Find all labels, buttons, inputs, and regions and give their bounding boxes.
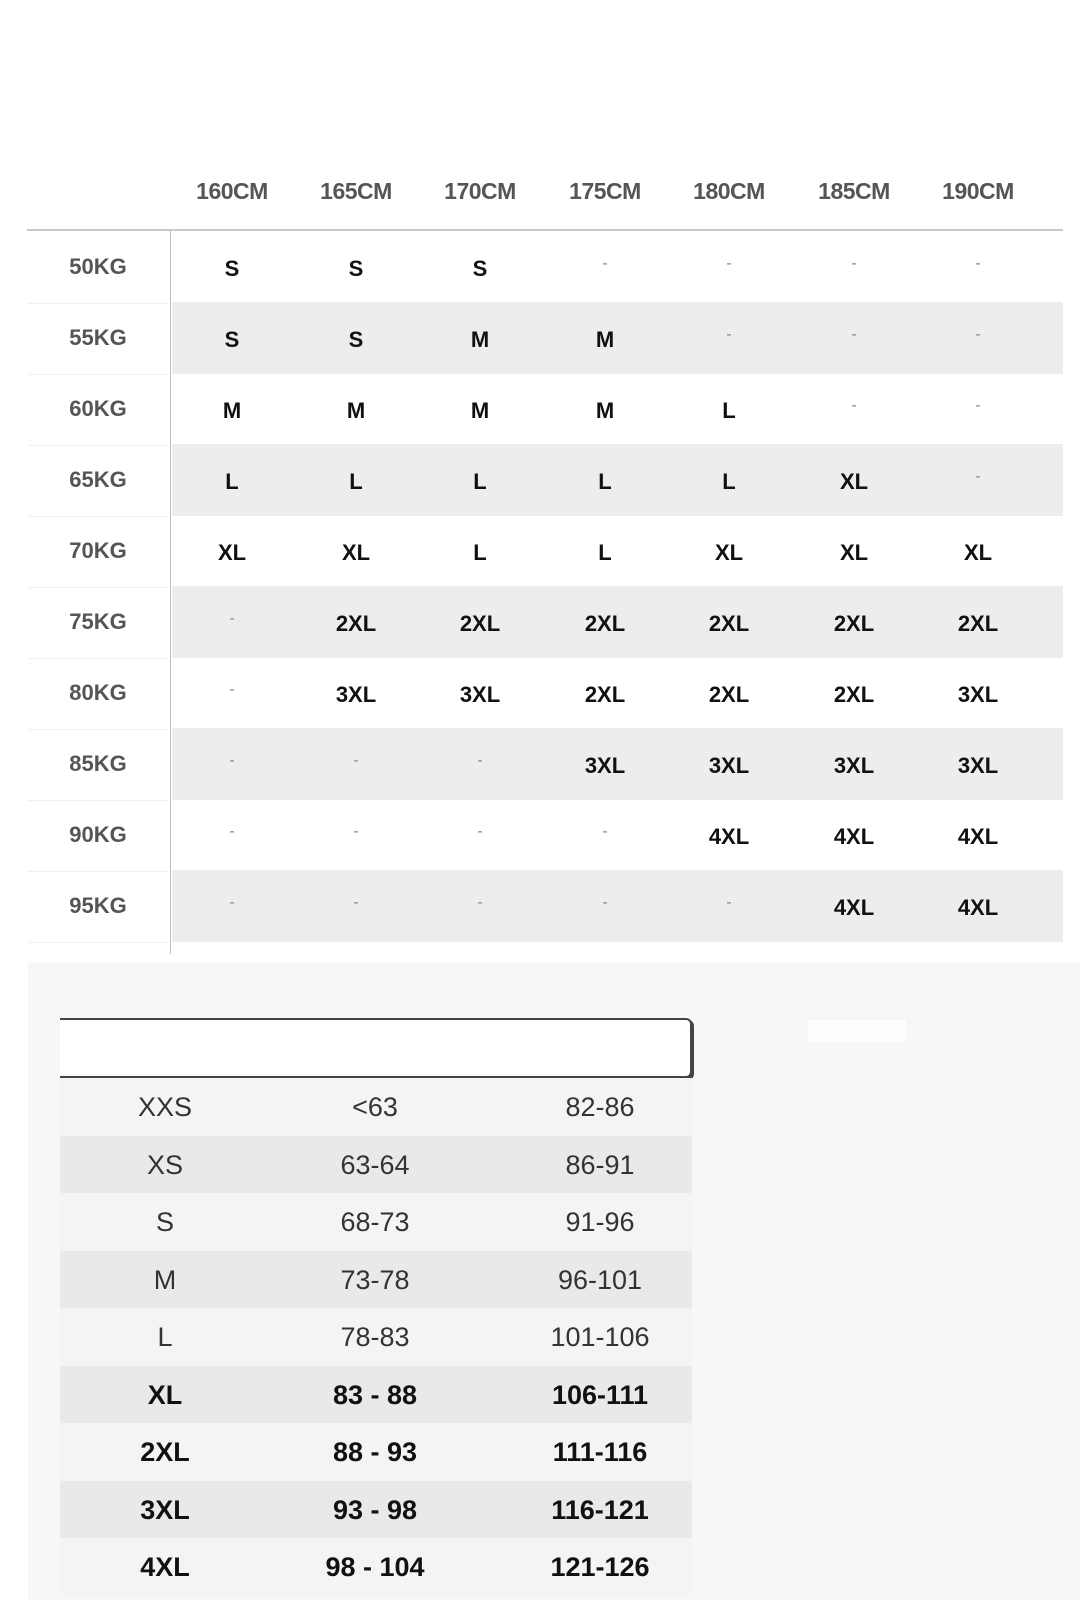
- size-cell: -: [602, 823, 608, 840]
- measurement-cell: 83 - 88: [332, 1380, 418, 1410]
- size-name-cell: XXS: [137, 1092, 193, 1122]
- size-cell: -: [851, 326, 857, 343]
- size-cell: 3XL: [584, 753, 626, 778]
- size-cell: 3XL: [957, 682, 999, 707]
- size-cell: 4XL: [833, 824, 875, 849]
- measurement-cell: 82-86: [565, 1092, 635, 1122]
- size-cell: M: [470, 327, 490, 352]
- size-cell: 2XL: [335, 611, 377, 636]
- size-cell: 3XL: [335, 682, 377, 707]
- size-cell: M: [346, 398, 366, 423]
- measurement-cell: 101-106: [550, 1322, 650, 1352]
- weight-label: 90KG: [28, 799, 168, 872]
- measurement-cell: 91-96: [565, 1207, 635, 1237]
- size-cell: 3XL: [957, 753, 999, 778]
- size-cell: -: [975, 468, 981, 485]
- size-cell: S: [472, 256, 488, 281]
- size-cell: XL: [839, 469, 869, 494]
- measurement-cell: <63: [352, 1092, 398, 1122]
- size-table-row: [60, 1538, 692, 1596]
- size-cell: -: [602, 894, 608, 911]
- size-cell: 4XL: [957, 824, 999, 849]
- height-header: 165CM: [320, 178, 392, 204]
- measurement-cell: 78-83: [340, 1322, 410, 1352]
- matrix-row: [0, 586, 1092, 658]
- size-table-row: [60, 1078, 692, 1136]
- size-cell: 2XL: [584, 611, 626, 636]
- matrix-row: [0, 870, 1092, 942]
- weight-label: 55KG: [28, 302, 168, 375]
- weight-label: 80KG: [28, 657, 168, 730]
- size-cell: 2XL: [459, 611, 501, 636]
- size-cell: 3XL: [459, 682, 501, 707]
- size-cell: -: [353, 752, 359, 769]
- height-header: 160CM: [196, 178, 268, 204]
- measurement-cell: 88 - 93: [332, 1437, 418, 1467]
- matrix-row: [0, 728, 1092, 800]
- height-header: 175CM: [569, 178, 641, 204]
- size-name-cell: M: [153, 1265, 177, 1295]
- size-cell: -: [975, 397, 981, 414]
- size-cell: 4XL: [833, 895, 875, 920]
- size-cell: -: [229, 752, 235, 769]
- size-cell: -: [726, 894, 732, 911]
- matrix-row: [0, 657, 1092, 729]
- weight-label: 85KG: [28, 728, 168, 801]
- size-table-row: [60, 1251, 692, 1309]
- size-cell: 4XL: [957, 895, 999, 920]
- size-cell: L: [473, 469, 487, 494]
- panel-mark: [808, 1020, 906, 1042]
- size-cell: -: [975, 326, 981, 343]
- size-cell: -: [353, 823, 359, 840]
- size-cell: XL: [341, 540, 371, 565]
- measurement-cell: 106-111: [551, 1380, 649, 1410]
- size-cell: M: [470, 398, 490, 423]
- size-table-row: [60, 1136, 692, 1194]
- size-cell: S: [224, 256, 240, 281]
- size-cell: S: [348, 256, 364, 281]
- size-cell: M: [222, 398, 242, 423]
- size-cell: 4XL: [708, 824, 750, 849]
- size-cell: L: [225, 469, 239, 494]
- measurement-cell: 121-126: [550, 1552, 650, 1582]
- size-cell: 3XL: [833, 753, 875, 778]
- size-cell: -: [477, 752, 483, 769]
- weight-label: 75KG: [28, 586, 168, 659]
- matrix-row: [0, 302, 1092, 374]
- size-name-cell: XL: [147, 1380, 183, 1410]
- size-cell: -: [602, 255, 608, 272]
- size-cell: -: [353, 894, 359, 911]
- size-table-row: [60, 1366, 692, 1424]
- size-table-row: [60, 1423, 692, 1481]
- weight-label: 70KG: [28, 515, 168, 588]
- size-name-cell: 3XL: [140, 1495, 190, 1525]
- height-header: 180CM: [693, 178, 765, 204]
- measurement-cell: 111-116: [552, 1437, 648, 1467]
- size-cell: L: [598, 540, 612, 565]
- size-cell: L: [349, 469, 363, 494]
- measurement-cell: 86-91: [565, 1150, 635, 1180]
- size-cell: L: [722, 469, 736, 494]
- size-table-row: [60, 1481, 692, 1539]
- measurement-cell: 96-101: [557, 1265, 643, 1295]
- size-cell: -: [851, 397, 857, 414]
- size-cell: -: [477, 823, 483, 840]
- matrix-row: [0, 799, 1092, 871]
- weight-label: 60KG: [28, 373, 168, 446]
- height-header: 170CM: [444, 178, 516, 204]
- size-table-row: [60, 1308, 692, 1366]
- size-cell: 2XL: [584, 682, 626, 707]
- size-table-header: [60, 1018, 692, 1078]
- measurement-cell: 116-121: [551, 1495, 649, 1525]
- measurement-cell: 63-64: [340, 1150, 410, 1180]
- size-cell: -: [229, 610, 235, 627]
- size-cell: 2XL: [957, 611, 999, 636]
- measurement-cell: 98 - 104: [325, 1552, 425, 1582]
- size-cell: S: [348, 327, 364, 352]
- size-cell: 2XL: [833, 682, 875, 707]
- size-cell: S: [224, 327, 240, 352]
- size-cell: -: [229, 894, 235, 911]
- matrix-row: [0, 373, 1092, 445]
- size-cell: -: [726, 255, 732, 272]
- size-name-cell: 2XL: [140, 1437, 190, 1467]
- size-cell: 2XL: [708, 611, 750, 636]
- weight-label: 50KG: [28, 231, 168, 304]
- matrix-row: [0, 444, 1092, 516]
- size-cell: 2XL: [833, 611, 875, 636]
- measurement-cell: 73-78: [340, 1265, 410, 1295]
- size-cell: -: [851, 255, 857, 272]
- size-cell: XL: [217, 540, 247, 565]
- size-cell: XL: [714, 540, 744, 565]
- weight-label: 95KG: [28, 870, 168, 943]
- size-cell: M: [595, 398, 615, 423]
- size-cell: -: [477, 894, 483, 911]
- size-name-cell: S: [155, 1207, 174, 1237]
- matrix-row: [0, 515, 1092, 587]
- size-cell: -: [229, 681, 235, 698]
- size-name-cell: 4XL: [140, 1552, 190, 1582]
- size-cell: 2XL: [708, 682, 750, 707]
- weight-label: 65KG: [28, 444, 168, 517]
- size-cell: L: [473, 540, 487, 565]
- size-cell: XL: [839, 540, 869, 565]
- size-name-cell: XS: [146, 1150, 184, 1180]
- measurement-cell: 68-73: [340, 1207, 410, 1237]
- matrix-row: [0, 231, 1092, 303]
- size-cell: -: [229, 823, 235, 840]
- measurement-cell: 93 - 98: [332, 1495, 418, 1525]
- size-table-row: [60, 1193, 692, 1251]
- size-cell: -: [975, 255, 981, 272]
- size-cell: 3XL: [708, 753, 750, 778]
- weight-column-divider: [170, 230, 171, 954]
- size-cell: L: [722, 398, 736, 423]
- size-cell: L: [598, 469, 612, 494]
- size-name-cell: L: [157, 1322, 173, 1352]
- size-cell: -: [726, 326, 732, 343]
- height-header: 185CM: [818, 178, 890, 204]
- size-cell: XL: [963, 540, 993, 565]
- size-cell: M: [595, 327, 615, 352]
- height-header: 190CM: [942, 178, 1014, 204]
